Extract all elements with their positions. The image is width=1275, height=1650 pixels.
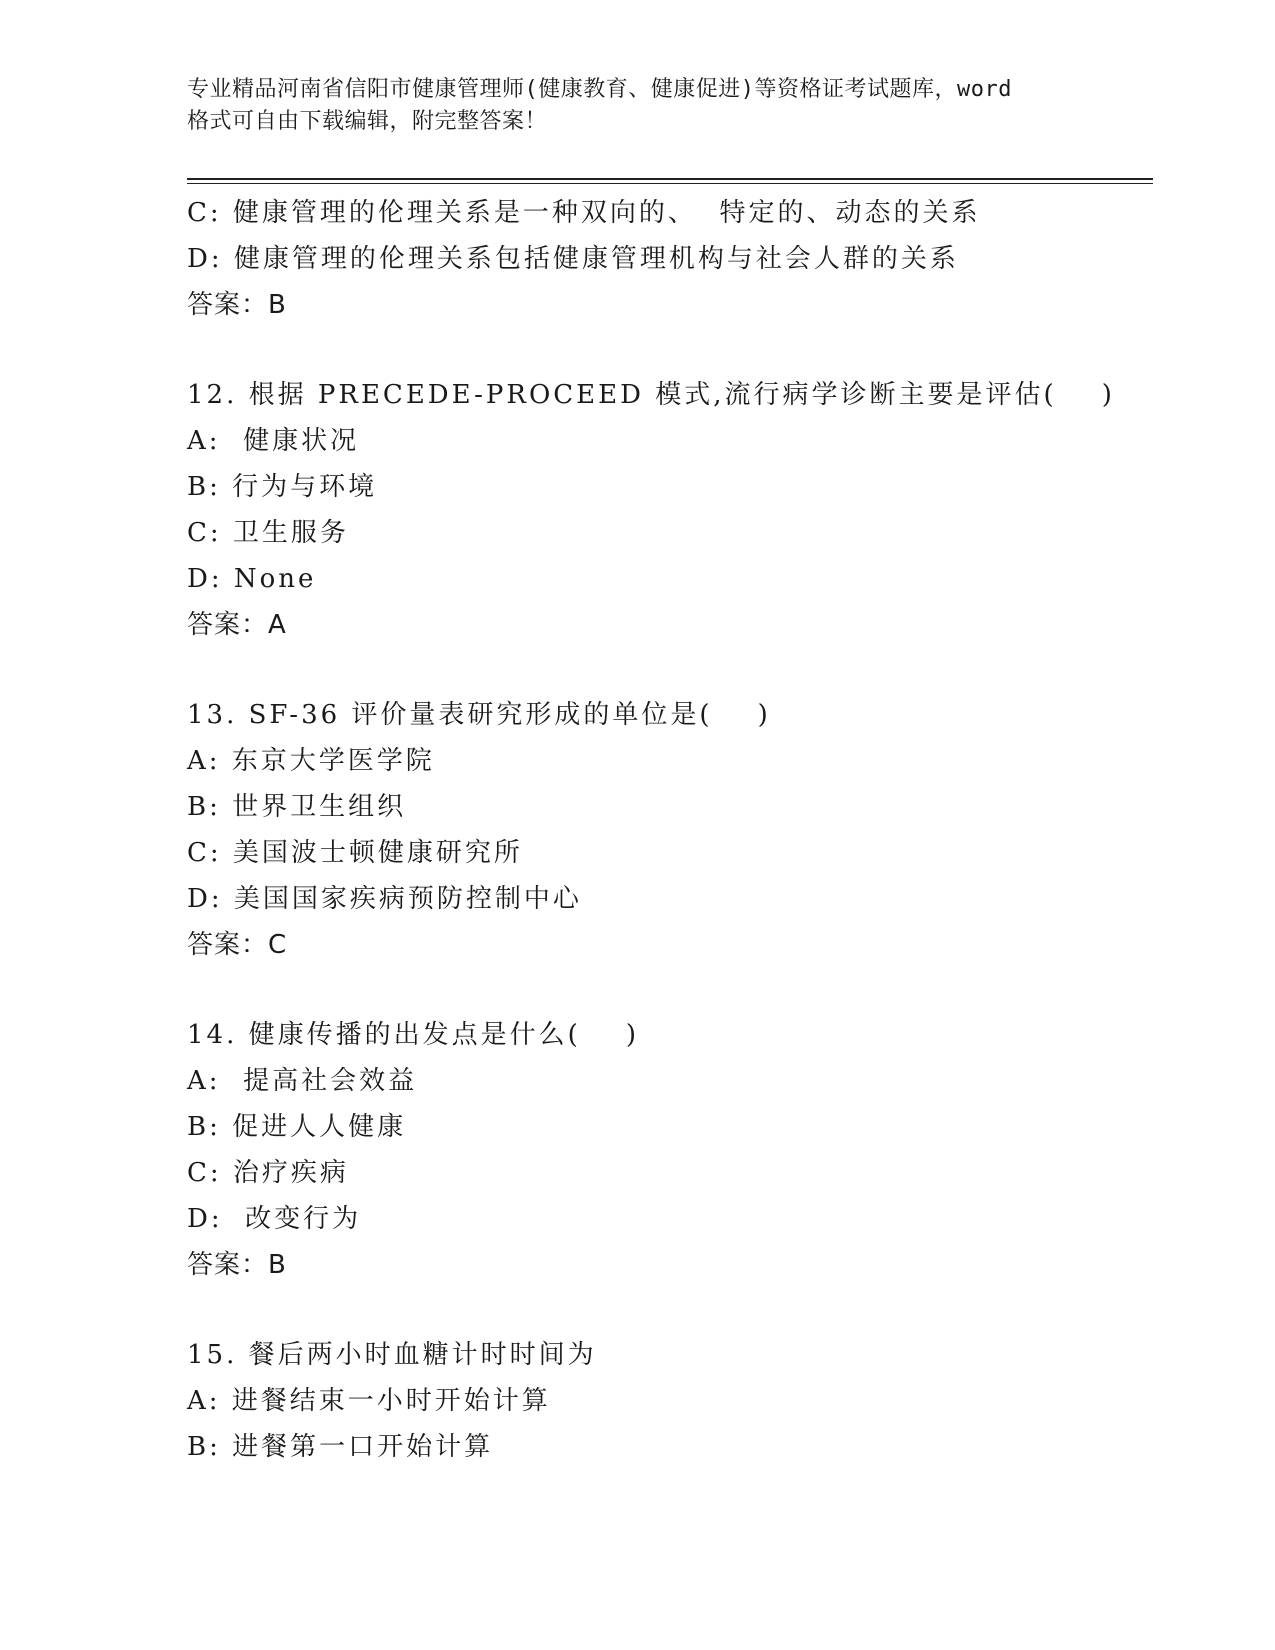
answer: 答案：B (187, 290, 287, 320)
option-d: D: None (187, 564, 317, 594)
option-b: B: 促进人人健康 (187, 1112, 407, 1142)
question-stem: 15. 餐后两小时血糖计时时间为 (187, 1340, 597, 1370)
option-b: B: 世界卫生组织 (187, 792, 407, 822)
question-list (187, 190, 1153, 1470)
answer: 答案：A (187, 610, 287, 640)
question-12 (187, 372, 1153, 648)
question-11-tail (187, 190, 1153, 328)
option-b: B: 行为与环境 (187, 472, 378, 502)
header-line-1: 专业精品河南省信阳市健康管理师(健康教育、健康促进)等资格证考试题库，word (187, 77, 1012, 102)
header-divider-thin (187, 183, 1153, 184)
option-a: A: 提高社会效益 (187, 1066, 418, 1096)
option-c: C: 健康管理的伦理关系是一种双向的、 特定的、动态的关系 (187, 198, 981, 228)
option-b: B: 进餐第一口开始计算 (187, 1432, 494, 1462)
document-header (187, 74, 1087, 138)
header-line-2: 格式可自由下载编辑，附完整答案！ (187, 109, 548, 134)
question-15 (187, 1332, 1153, 1470)
option-a: A: 东京大学医学院 (187, 746, 435, 776)
option-d: D: 改变行为 (187, 1204, 362, 1234)
question-stem: 14. 健康传播的出发点是什么( ) (187, 1020, 639, 1050)
option-d: D: 美国国家疾病预防控制中心 (187, 884, 582, 914)
question-stem: 12. 根据 PRECEDE-PROCEED 模式,流行病学诊断主要是评估( ) (187, 380, 1115, 410)
option-d: D: 健康管理的伦理关系包括健康管理机构与社会人群的关系 (187, 244, 959, 274)
answer: 答案：B (187, 1250, 287, 1280)
option-c: C: 美国波士顿健康研究所 (187, 838, 523, 868)
option-c: C: 卫生服务 (187, 518, 349, 548)
header-divider (187, 178, 1153, 180)
question-stem: 13. SF-36 评价量表研究形成的单位是( ) (187, 700, 771, 730)
option-c: C: 治疗疾病 (187, 1158, 349, 1188)
question-13 (187, 692, 1153, 968)
option-a: A: 进餐结束一小时开始计算 (187, 1386, 551, 1416)
question-14 (187, 1012, 1153, 1288)
option-a: A: 健康状况 (187, 426, 360, 456)
answer: 答案：C (187, 930, 288, 960)
